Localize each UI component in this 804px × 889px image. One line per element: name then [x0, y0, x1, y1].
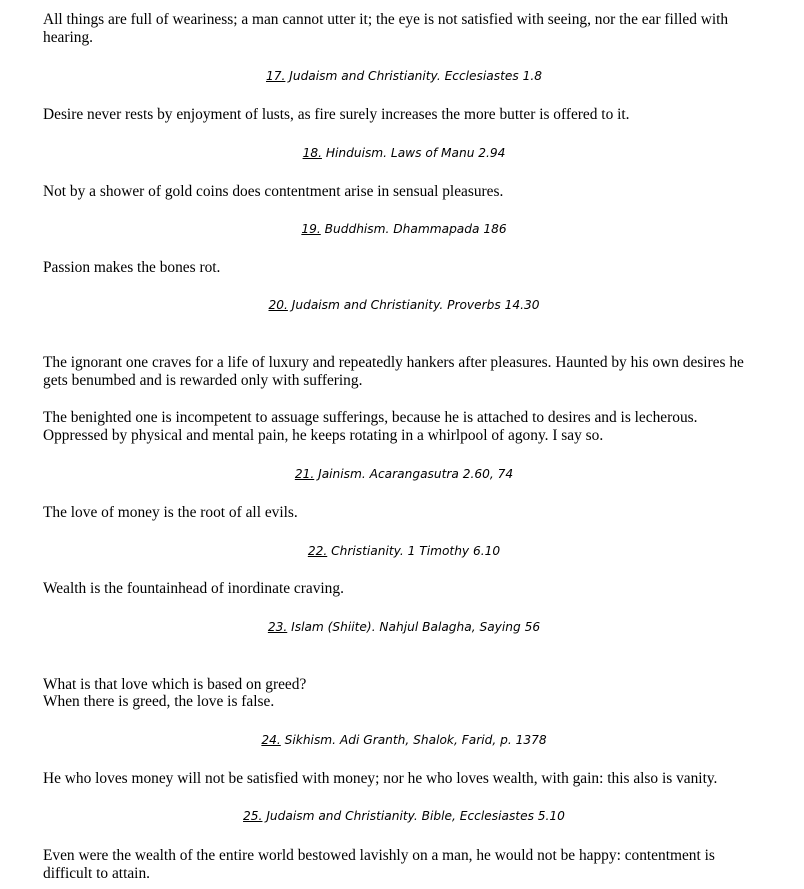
quote-23: Wealth is the fountainhead of inordinate craving.: [43, 580, 344, 597]
quote-21b: The benighted one is incompetent to assuage sufferings, because he is attached to desires and is lecherous. Oppressed by physical and mental pain, he keeps rotating in a whirlpool of agony. I say so.: [43, 409, 698, 444]
citation-source: Islam (Shiite). Nahjul Balagha, Saying 56: [291, 620, 541, 634]
citation-24: [43, 732, 765, 748]
citation-23: [43, 619, 765, 635]
quote-17: All things are full of weariness; a man cannot utter it; the eye is not satisfied with seeing, nor the ear filled with hearing.: [43, 11, 729, 46]
citation-20: [43, 297, 765, 313]
quote-21a: The ignorant one craves for a life of luxury and repeatedly hankers after pleasures. Haunted by his own desires he gets benumbed and is rewarded only with suffering.: [43, 354, 744, 389]
citation-number: 24.: [261, 733, 281, 747]
quote-22: The love of money is the root of all evils.: [43, 504, 298, 521]
quote-26: Even were the wealth of the entire world bestowed lavishly on a man, he would not be happy: contentment is difficult to attain.: [43, 847, 715, 882]
quote-18: Desire never rests by enjoyment of lusts, as fire surely increases the more butter is offered to it.: [43, 106, 630, 123]
quote-24a: What is that love which is based on greed?: [43, 676, 307, 693]
citation-21: [43, 466, 765, 482]
citation-source: Judaism and Christianity. Ecclesiastes 1.8: [289, 69, 542, 83]
citation-22: [43, 543, 765, 559]
citation-source: Sikhism. Adi Granth, Shalok, Farid, p. 1378: [284, 733, 547, 747]
citation-number: 22.: [307, 544, 328, 558]
citation-number: 20.: [268, 298, 288, 312]
citation-19: [43, 221, 765, 237]
citation-source: Judaism and Christianity. Proverbs 14.30: [291, 298, 540, 312]
citation-18: [43, 145, 765, 161]
quote-20: Passion makes the bones rot.: [43, 259, 221, 276]
citation-source: Buddhism. Dhammapada 186: [324, 222, 507, 236]
citation-source: Christianity. 1 Timothy 6.10: [331, 544, 501, 558]
citation-17: [43, 68, 765, 84]
citation-number: 18.: [302, 146, 322, 160]
citation-number: 17.: [265, 69, 286, 83]
citation-number: 19.: [301, 222, 321, 236]
quote-25: He who loves money will not be satisfied with money; nor he who loves wealth, with gain: this also is vanity.: [43, 770, 718, 787]
quote-19: Not by a shower of gold coins does contentment arise in sensual pleasures.: [43, 183, 504, 200]
citation-number: 23.: [267, 620, 288, 634]
citation-25: [43, 808, 765, 824]
quote-24b: When there is greed, the love is false.: [43, 693, 275, 710]
citation-source: Judaism and Christianity. Bible, Ecclesiastes 5.10: [266, 809, 565, 823]
citation-source: Hinduism. Laws of Manu 2.94: [325, 146, 506, 160]
citation-number: 21.: [294, 467, 315, 481]
citation-source: Jainism. Acarangasutra 2.60, 74: [318, 467, 514, 481]
citation-number: 25.: [243, 809, 263, 823]
